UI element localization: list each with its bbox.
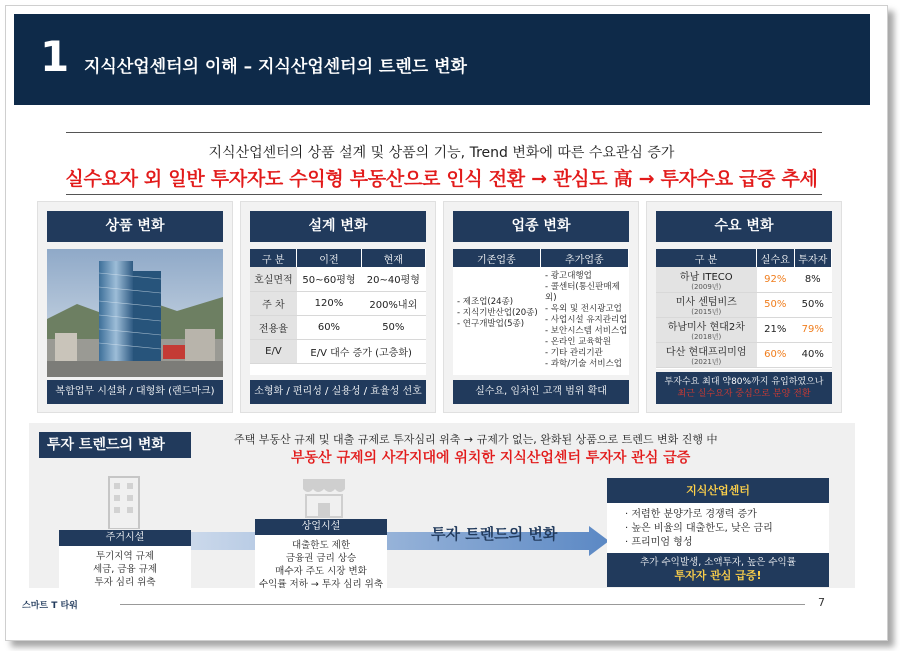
panel-industry-footer: 실수요, 임차인 고객 범위 확대 (453, 380, 629, 404)
section-number: 1 (40, 32, 70, 81)
industry-existing-list (457, 297, 541, 330)
site-year: (2015년) (691, 308, 722, 316)
commercial-title: 상업시설 (255, 519, 387, 535)
site-name: 다산 현대프리미엄 (666, 347, 747, 358)
site-year: (2021년) (691, 358, 722, 366)
list-item: - 보안시스템 서비스업 (545, 326, 628, 336)
list-item: - 사업시설 유지관리업 (545, 315, 628, 325)
trend-section (29, 423, 855, 588)
design-col-label: 구 분 (250, 249, 297, 267)
housing-body (59, 546, 191, 588)
industry-col-added: 추가업종 (540, 249, 628, 267)
list-item: - 제조업(24종) (457, 297, 514, 307)
site-name: 하남미사 현대2차 (667, 322, 745, 333)
site-name: 미사 센텀비즈 (675, 297, 737, 308)
knowledge-center-point: · 저렴한 분양가로 경쟁력 증가 (625, 509, 757, 520)
demand-row-investor: 40% (794, 342, 831, 367)
demand-table-wrap (656, 249, 832, 369)
knowledge-center-point: · 프리미엄 형성 (625, 537, 693, 548)
panel-design (240, 201, 436, 413)
industry-table-wrap (453, 249, 629, 375)
demand-row-actual: 92% (757, 267, 794, 292)
panel-industry (443, 201, 639, 413)
knowledge-center-point: · 높은 비율의 대출한도, 낮은 금리 (625, 523, 773, 534)
storefront-icon (301, 477, 347, 519)
list-item: - 기타 관리기관 (545, 348, 603, 358)
list-item: - 과학/기술 서비스업 (545, 359, 623, 369)
industry-col-existing: 기존업종 (453, 249, 540, 267)
design-row-before: 120% (297, 291, 361, 315)
site-year: (2009년) (691, 282, 722, 291)
list-item: - 콜센터(통신판매제외) (545, 282, 620, 303)
list-item: - 지식기반산업(20종) (457, 308, 538, 318)
design-table-wrap (250, 249, 426, 375)
demand-col-actual: 실수요 (757, 249, 794, 267)
table-row (656, 267, 832, 292)
housing-line: 투기지역 규제 (95, 551, 155, 562)
design-col-before: 이전 (297, 249, 361, 267)
demand-row-label (656, 317, 757, 342)
housing-title: 주거시설 (59, 530, 191, 546)
table-row (656, 342, 832, 367)
demand-row-actual: 21% (757, 317, 794, 342)
list-item: - 옥외 및 전시광고업 (545, 304, 622, 314)
design-col-now: 현재 (361, 249, 425, 267)
industry-added-list (545, 271, 629, 370)
demand-footer-line1: 투자수요 최대 약80%까지 유입하였으나 (664, 377, 824, 387)
demand-col-investor: 투자자 (794, 249, 831, 267)
footer-divider (120, 604, 805, 605)
demand-row-actual: 50% (757, 292, 794, 317)
industry-table (453, 249, 629, 267)
panel-demand-title: 수요 변화 (656, 211, 832, 242)
housing-line: 세금, 금융 규제 (92, 564, 158, 575)
trend-description: 주택 부동산 규제 및 대출 규제로 투자심리 위축 → 규제가 없는, 완화된 상품으로 트렌드 변화 진행 中 (234, 433, 718, 446)
commercial-line: 수익률 저하 → 투자 심리 위축 (258, 579, 383, 590)
design-row-before: 60% (297, 315, 361, 339)
commercial-line: 금융권 금리 상승 (285, 553, 357, 564)
knowledge-center-footer-line2: 투자자 관심 급증! (674, 569, 762, 582)
demand-row-investor: 79% (794, 317, 831, 342)
design-row-label: 주 차 (250, 291, 297, 315)
demand-row-actual: 60% (757, 342, 794, 367)
title-bar (14, 14, 870, 105)
page-number: 7 (818, 596, 825, 609)
site-name: 하남 ITECO (679, 271, 733, 283)
design-row-now: 200%내외 (361, 291, 425, 315)
building-image (47, 249, 223, 377)
design-row-now: 20~40평형 (361, 267, 425, 291)
design-row-before: 50~60평형 (297, 267, 361, 291)
panel-industry-title: 업종 변화 (453, 211, 629, 242)
logo: 스마트 T 타워 (22, 601, 78, 611)
knowledge-center-footer (607, 553, 829, 587)
demand-row-investor: 50% (794, 292, 831, 317)
list-item: - 광고대행업 (545, 271, 592, 281)
housing-line: 투자 심리 위축 (94, 577, 156, 588)
knowledge-center-footer-line1: 추가 수익발생, 소액투자, 높은 수익률 (640, 557, 796, 568)
design-ev-label: E/V (250, 339, 297, 363)
trend-title: 투자 트렌드의 변화 (39, 432, 191, 458)
panel-design-footer: 소형화 / 편리성 / 실용성 / 효율성 선호 (250, 380, 426, 404)
panel-product (37, 201, 233, 413)
demand-col-label: 구 분 (656, 249, 757, 267)
panel-product-footer: 복합업무 시설화 / 대형화 (랜드마크) (47, 380, 223, 404)
knowledge-center-body (607, 503, 829, 553)
table-row (250, 339, 426, 363)
trend-arrow-label: 투자 트렌드의 변화 (431, 525, 558, 543)
panel-demand (646, 201, 842, 413)
panel-demand-footer (656, 372, 832, 404)
knowledge-center-title: 지식산업센터 (607, 478, 829, 503)
mid-divider (66, 194, 822, 195)
table-row (656, 317, 832, 342)
design-row-now: 50% (361, 315, 425, 339)
design-row-label: 호실면적 (250, 267, 297, 291)
intro-headline: 실수요자 외 일반 투자자도 수익형 부동산으로 인식 전환 → 관심도 高 → 투자수요 급증 추세 (65, 168, 818, 190)
table-row (656, 292, 832, 317)
design-table (250, 249, 426, 364)
list-item: - 온라인 교육학원 (545, 337, 611, 347)
panel-product-title: 상품 변화 (47, 211, 223, 242)
panel-design-title: 설계 변화 (250, 211, 426, 242)
demand-row-label (656, 292, 757, 317)
demand-footer-line2: 최근 실수요자 중심으로 분양 전환 (677, 389, 811, 399)
demand-row-investor: 8% (794, 267, 831, 292)
list-item: - 연구개발업(5종) (457, 319, 525, 329)
trend-highlight: 부동산 규제의 사각지대에 위치한 지식산업센터 투자자 관심 급증 (291, 450, 691, 466)
table-row (250, 267, 426, 291)
demand-row-label (656, 267, 757, 292)
top-divider (66, 132, 822, 133)
intro-subtitle: 지식산업센터의 상품 설계 및 상품의 기능, Trend 변화에 따른 수요관심 증가 (208, 145, 675, 161)
demand-row-label (656, 342, 757, 367)
apartment-building-icon (107, 473, 141, 529)
design-row-label: 전용율 (250, 315, 297, 339)
page-title: 지식산업센터의 이해 – 지식산업센터의 트렌드 변화 (84, 57, 467, 77)
design-ev-value: E/V 대수 증가 (고층화) (297, 339, 426, 363)
commercial-line: 매수자 주도 시장 변화 (275, 566, 367, 577)
table-row (250, 291, 426, 315)
commercial-body (255, 535, 387, 588)
table-row (250, 315, 426, 339)
demand-table (656, 249, 832, 368)
commercial-line: 대출한도 제한 (291, 540, 351, 551)
site-year: (2018년) (691, 333, 722, 341)
